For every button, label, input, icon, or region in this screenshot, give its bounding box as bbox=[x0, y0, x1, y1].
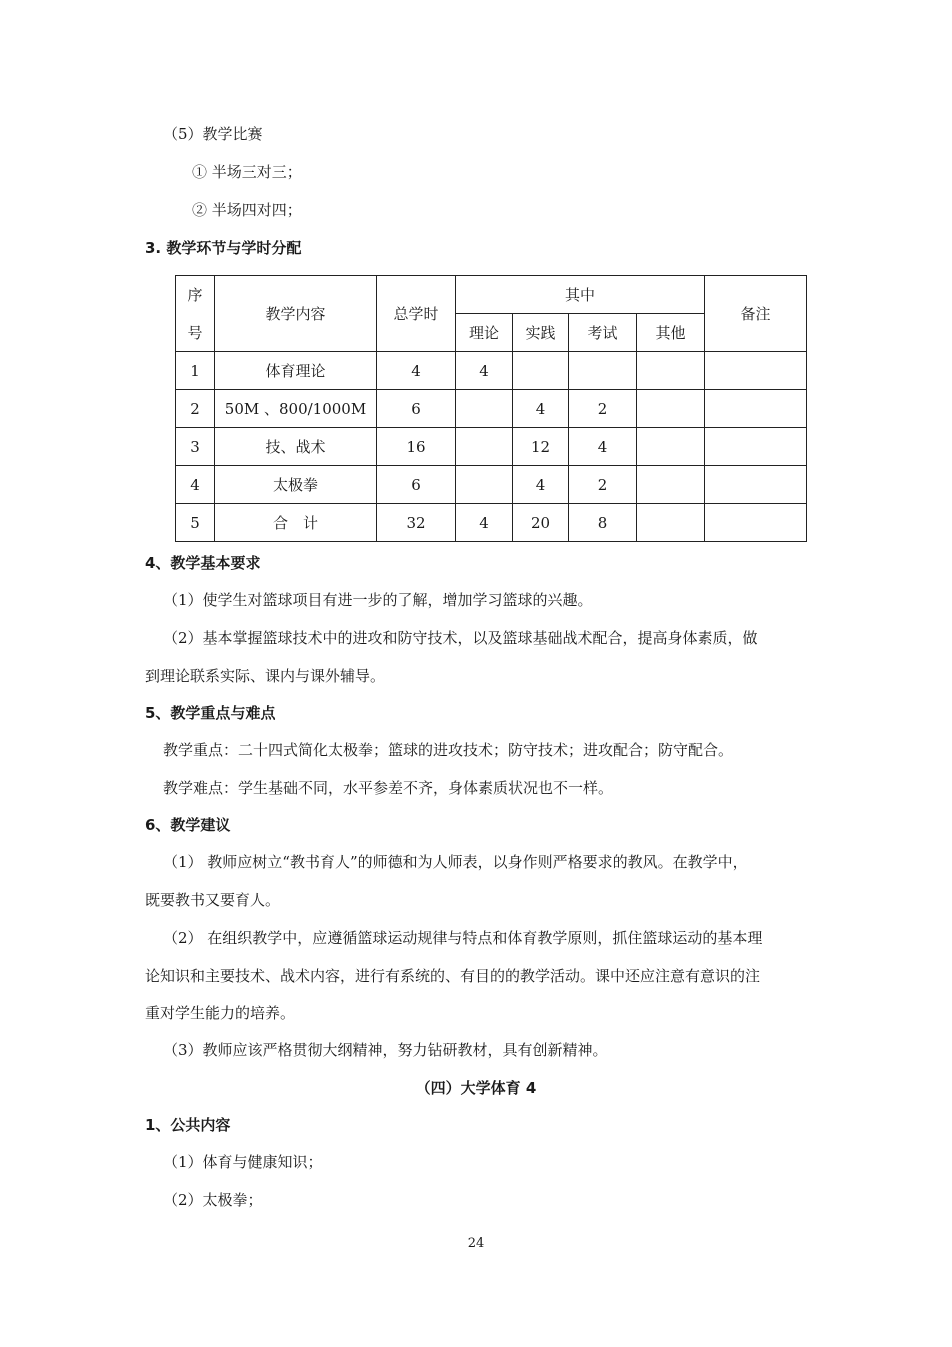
remark-header: 备注 bbox=[705, 276, 807, 352]
section-heading: 1、公共内容 bbox=[145, 1116, 231, 1134]
table-cell: 16 bbox=[377, 428, 456, 466]
table-cell: 太极拳 bbox=[215, 466, 377, 504]
list-item: （1）体育与健康知识； bbox=[163, 1153, 323, 1171]
table-row bbox=[176, 466, 807, 504]
table-row bbox=[176, 504, 807, 542]
table-cell bbox=[637, 352, 705, 390]
table-cell: 50M 、800/1000M bbox=[215, 390, 377, 428]
total-hours-header: 总学时 bbox=[377, 276, 456, 352]
page-number: 24 bbox=[467, 1236, 485, 1251]
paragraph-line: 教学重点：二十四式简化太极拳；篮球的进攻技术；防守技术；进攻配合；防守配合。 bbox=[163, 741, 734, 759]
table-cell: 4 bbox=[176, 466, 215, 504]
part-title: （四）大学体育 4 bbox=[415, 1079, 537, 1097]
table-cell: 1 bbox=[176, 352, 215, 390]
table-cell: 6 bbox=[377, 466, 456, 504]
paragraph-line: 论知识和主要技术、战术内容，进行有系统的、有目的的教学活动。课中还应注意有意识的注 bbox=[145, 967, 761, 985]
table-cell: 8 bbox=[569, 504, 637, 542]
paragraph-line: （2） 在组织教学中，应遵循篮球运动规律与特点和体育教学原则，抓住篮球运动的基本理 bbox=[163, 929, 763, 947]
section-heading: 3. 教学环节与学时分配 bbox=[145, 239, 302, 257]
table-cell bbox=[456, 466, 513, 504]
table-cell: 4 bbox=[456, 352, 513, 390]
table-cell: 4 bbox=[513, 390, 569, 428]
table-cell: 6 bbox=[377, 390, 456, 428]
table-row bbox=[176, 428, 807, 466]
table-cell bbox=[513, 352, 569, 390]
table-cell bbox=[705, 504, 807, 542]
table-cell bbox=[637, 390, 705, 428]
table-cell bbox=[637, 428, 705, 466]
table-cell bbox=[637, 504, 705, 542]
other-header: 其他 bbox=[637, 314, 705, 352]
table-cell: 20 bbox=[513, 504, 569, 542]
paragraph-line: （1）使学生对篮球项目有进一步的了解，增加学习篮球的兴趣。 bbox=[163, 591, 593, 609]
seq-header-top: 序 bbox=[176, 276, 215, 314]
table-cell bbox=[705, 466, 807, 504]
teaching-competition-heading: （5）教学比赛 bbox=[163, 125, 263, 143]
table-cell bbox=[705, 428, 807, 466]
content-header: 教学内容 bbox=[215, 276, 377, 352]
section-heading: 6、教学建议 bbox=[145, 816, 231, 834]
section-heading: 4、教学基本要求 bbox=[145, 554, 261, 572]
among-header: 其中 bbox=[456, 276, 705, 314]
paragraph-line: 到理论联系实际、课内与课外辅导。 bbox=[145, 667, 386, 685]
table-cell: 4 bbox=[456, 504, 513, 542]
list-item: ② 半场四对四； bbox=[192, 201, 302, 219]
table-row bbox=[176, 352, 807, 390]
paragraph-line: 教学难点：学生基础不同，水平参差不齐，身体素质状况也不一样。 bbox=[163, 779, 614, 797]
table-cell: 4 bbox=[377, 352, 456, 390]
table-cell: 2 bbox=[569, 390, 637, 428]
table-cell: 32 bbox=[377, 504, 456, 542]
exam-header: 考试 bbox=[569, 314, 637, 352]
table-cell: 3 bbox=[176, 428, 215, 466]
paragraph-line: 既要教书又要育人。 bbox=[145, 891, 281, 909]
list-item: （2）太极拳； bbox=[163, 1191, 263, 1209]
table-cell bbox=[705, 390, 807, 428]
list-item: ① 半场三对三； bbox=[192, 163, 302, 181]
paragraph-line: （3）教师应该严格贯彻大纲精神，努力钻研教材，具有创新精神。 bbox=[163, 1041, 608, 1059]
table-cell: 合 计 bbox=[215, 504, 377, 542]
practice-header: 实践 bbox=[513, 314, 569, 352]
hours-allocation-table bbox=[175, 275, 807, 542]
paragraph-line: （2）基本掌握篮球技术中的进攻和防守技术，以及篮球基础战术配合，提高身体素质，做 bbox=[163, 629, 758, 647]
table-cell bbox=[637, 466, 705, 504]
table-cell: 4 bbox=[569, 428, 637, 466]
table-cell: 技、战术 bbox=[215, 428, 377, 466]
seq-header-bottom: 号 bbox=[176, 314, 215, 352]
table-cell bbox=[456, 390, 513, 428]
table-cell: 2 bbox=[569, 466, 637, 504]
table-cell: 体育理论 bbox=[215, 352, 377, 390]
paragraph-line: （1） 教师应树立“教书育人”的师德和为人师表，以身作则严格要求的教风。在教学中， bbox=[163, 853, 748, 871]
table-cell: 2 bbox=[176, 390, 215, 428]
paragraph-line: 重对学生能力的培养。 bbox=[145, 1004, 296, 1022]
theory-header: 理论 bbox=[456, 314, 513, 352]
table-cell bbox=[569, 352, 637, 390]
table-cell: 12 bbox=[513, 428, 569, 466]
section-heading: 5、教学重点与难点 bbox=[145, 704, 276, 722]
table-row bbox=[176, 390, 807, 428]
table-cell bbox=[705, 352, 807, 390]
table-cell: 4 bbox=[513, 466, 569, 504]
table-cell: 5 bbox=[176, 504, 215, 542]
table-cell bbox=[456, 428, 513, 466]
